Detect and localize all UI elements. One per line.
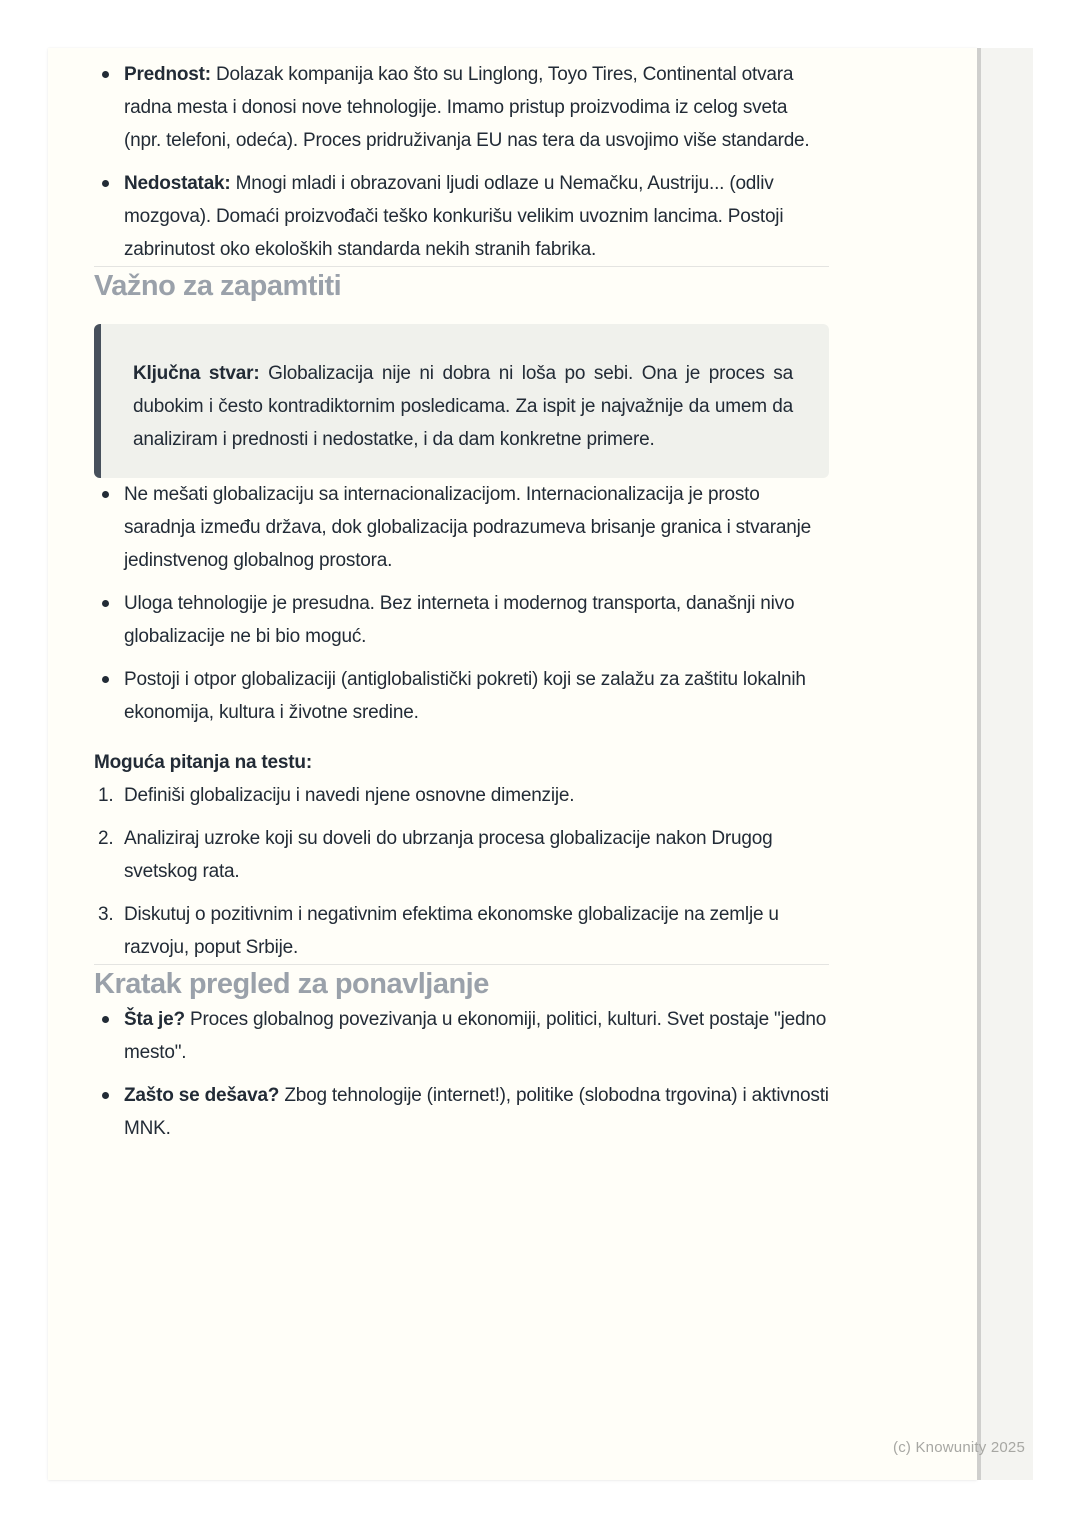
item-text: Postoji i otpor globalizaciji (antiglobalistički pokreti) koji se zalažu za zaštitu lokalnih ekonomija, kultura i životne sredine. <box>124 669 806 723</box>
callout-text <box>133 357 793 456</box>
item-text: Dolazak kompanija kao što su Linglong, Toyo Tires, Continental otvara radna mesta i donosi nove tehnologije. Imamo pristup proizvodima iz celog sveta (npr. telefoni, odeća). Proces pridruživanja EU nas tera da usvojimo više standarde. <box>124 64 810 151</box>
list-item <box>94 587 829 653</box>
document-content <box>94 58 829 1145</box>
section-heading-kratak: Kratak pregled za ponavljanje <box>94 968 489 1000</box>
item-label: Zašto se dešava? <box>124 1085 280 1106</box>
item-text: Uloga tehnologije je presudna. Bez interneta i modernog transporta, današnji nivo globalizacije ne bi bio moguć. <box>124 593 795 647</box>
test-questions-label: Moguća pitanja na testu: <box>94 752 312 773</box>
callout-body: Globalizacija nije ni dobra ni loša po sebi. Ona je proces sa dubokim i često kontradiktornim posledicama. Za ispit je najvažnije da umem da analiziram i prednosti i nedostatke, i da dam konkretne primere. <box>133 363 793 450</box>
key-point-callout <box>94 324 829 478</box>
list-item-sta-je <box>94 1003 829 1069</box>
item-text: Analiziraj uzroke koji su doveli do ubrzanja procesa globalizacije nakon Drugog svetskog rata. <box>124 828 773 882</box>
item-text: Proces globalnog povezivanja u ekonomiji, politici, kulturi. Svet postaje "jedno mesto". <box>124 1009 827 1063</box>
item-text: Zbog tehnologije (internet!), politike (slobodna trgovina) i aktivnosti MNK. <box>124 1085 829 1139</box>
list-item-zasto <box>94 1079 829 1145</box>
numbered-item <box>94 898 829 964</box>
copyright-watermark: (c) Knowunity 2025 <box>893 1439 1026 1456</box>
item-text: Mnogi mladi i obrazovani ljudi odlaze u Nemačku, Austriju... (odliv mozgova). Domaći proizvođači teško konkurišu velikim uvoznim lancima. Postoji zabrinutost oko ekoloških standarda nekih stranih fabrika. <box>124 173 784 260</box>
item-text: Diskutuj o pozitivnim i negativnim efektima ekonomske globalizacije na zemlje u razvoju, poput Srbije. <box>124 904 779 958</box>
list-item <box>94 663 829 729</box>
item-number: 2. <box>98 828 114 849</box>
summary-list <box>94 1003 829 1145</box>
item-number: 3. <box>98 904 114 925</box>
right-gutter <box>981 48 1033 1480</box>
item-text: Definiši globalizaciju i navedi njene osnovne dimenzije. <box>124 785 575 806</box>
list-item-nedostatak <box>94 167 829 266</box>
test-questions-list <box>94 779 829 964</box>
item-number: 1. <box>98 785 114 806</box>
item-label: Šta je? <box>124 1009 185 1030</box>
pros-cons-list <box>94 58 829 266</box>
list-item-prednost <box>94 58 829 157</box>
item-text: Ne mešati globalizaciju sa internacionalizacijom. Internacionalizacija je prosto saradnja između država, dok globalizacija podrazumeva brisanje granica i stvaranje jedinstvenog globalnog prostora. <box>124 484 811 571</box>
section-heading-vazno: Važno za zapamtiti <box>94 270 342 302</box>
document-page <box>48 48 977 1480</box>
item-label: Prednost: <box>124 64 211 85</box>
notes-list <box>94 478 829 729</box>
numbered-item <box>94 779 829 812</box>
list-item <box>94 478 829 577</box>
numbered-item <box>94 822 829 888</box>
callout-label: Ključna stvar: <box>133 363 260 384</box>
item-label: Nedostatak: <box>124 173 231 194</box>
